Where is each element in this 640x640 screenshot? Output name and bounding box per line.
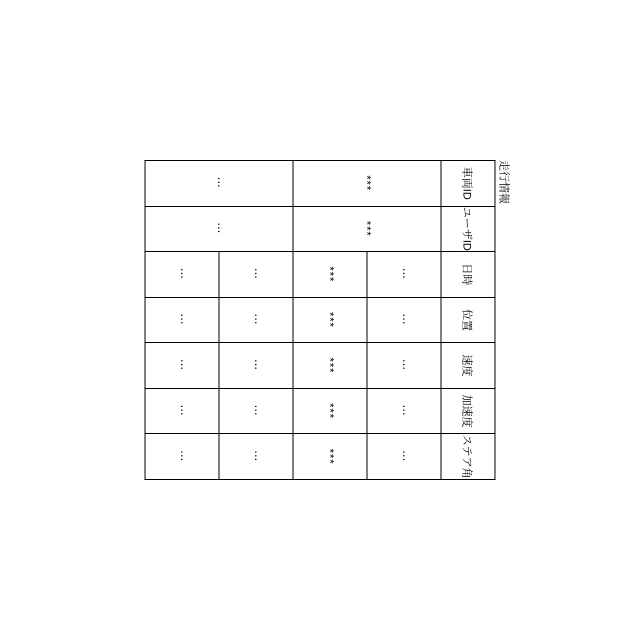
figure-container [145,160,510,480]
cell-acceleration-3: ⋯ [219,388,293,434]
column-header-acceleration: 加速度 [441,388,495,434]
cell-vehicle-id-1: *** [293,161,441,207]
table-row [219,161,293,480]
cell-acceleration-2: *** [293,388,367,434]
cell-datetime-4: ⋯ [145,252,219,298]
column-header-datetime: 日時 [441,252,495,298]
rotated-figure-wrapper [145,160,510,480]
cell-acceleration-4: ⋯ [145,388,219,434]
cell-acceleration-1: ⋯ [367,388,441,434]
cell-speed-1: ⋯ [367,343,441,389]
cell-speed-4: ⋯ [145,343,219,389]
cell-datetime-3: ⋯ [219,252,293,298]
cell-position-3: ⋯ [219,297,293,343]
cell-steering-angle-4: ⋯ [145,434,219,480]
cell-steering-angle-3: ⋯ [219,434,293,480]
cell-user-id-3: ⋯ [145,206,293,252]
column-header-speed: 速度 [441,343,495,389]
cell-position-2: *** [293,297,367,343]
cell-datetime-1: ⋯ [367,252,441,298]
table-header-row [441,161,495,480]
column-header-position: 位置 [441,297,495,343]
column-header-vehicle-id: 車両ID [441,161,495,207]
column-header-user-id: ユーザID [441,206,495,252]
cell-steering-angle-1: ⋯ [367,434,441,480]
cell-speed-2: *** [293,343,367,389]
cell-user-id-1: *** [293,206,441,252]
cell-position-4: ⋯ [145,297,219,343]
cell-speed-3: ⋯ [219,343,293,389]
figure-caption: 走行情報 [497,160,510,204]
cell-datetime-2: *** [293,252,367,298]
table-row [367,161,441,480]
column-header-steering-angle: ステア角 [441,434,495,480]
cell-position-1: ⋯ [367,297,441,343]
cell-vehicle-id-3: ⋯ [145,161,293,207]
cell-steering-angle-2: *** [293,434,367,480]
driving-information-table [145,160,496,480]
